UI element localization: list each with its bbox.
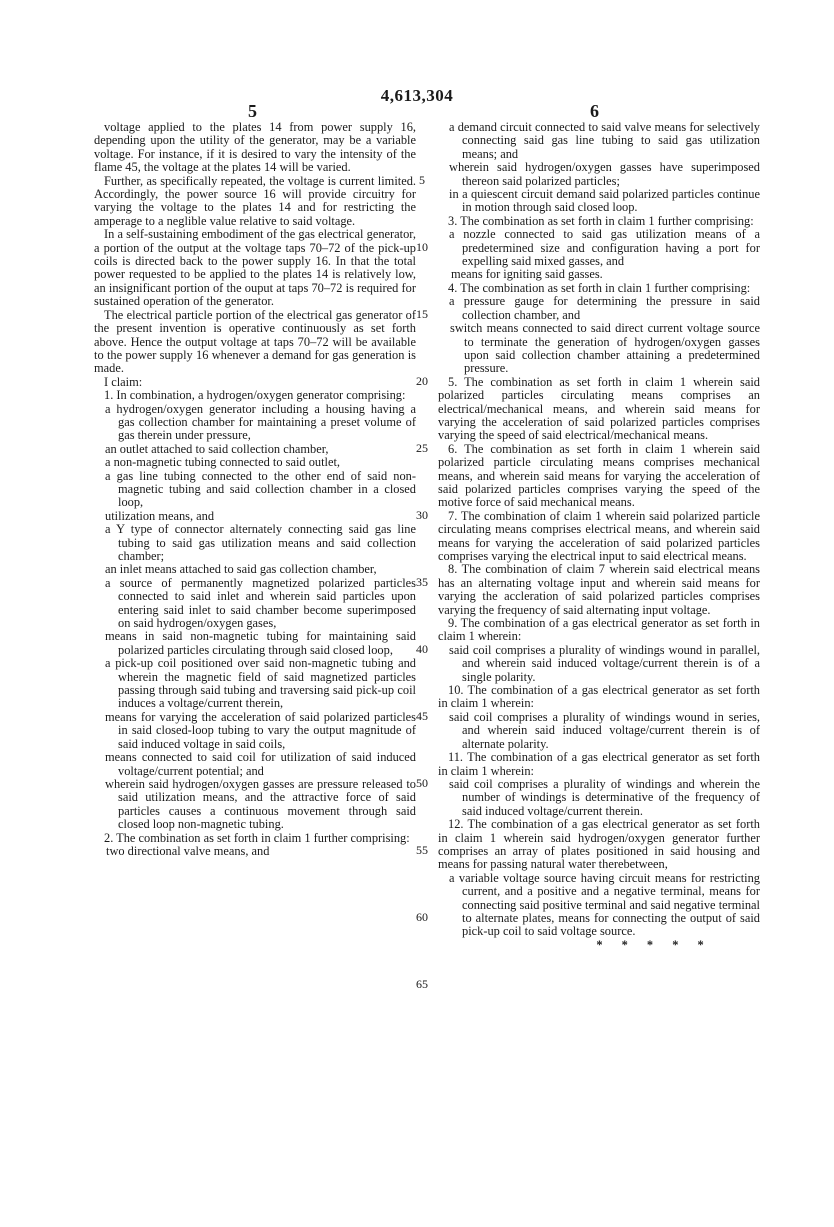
right-column — [438, 121, 760, 952]
line-number: 65 — [416, 977, 428, 991]
paragraph: Further, as specifically repeated, the voltage is current limited. Accordingly, the power source 16 will provide circuitry for varying the voltage to the plates 14 and for restricting the amperage to a neglible value relative to said voltage. — [94, 173, 416, 228]
claim-12: 12. The combination of a gas electrical generator as set forth in claim 1 wherein said hydrogen/oxygen generator further comprises an array of plates positioned in said housing and means for passing natural water therebetween, — [438, 817, 760, 872]
claim-element: in a quiescent circuit demand said polarized particles continue in motion through said closed loop. — [449, 187, 760, 215]
line-number: 10 — [416, 240, 428, 254]
claim-1: 1. In combination, a hydrogen/oxygen generator comprising: — [104, 388, 406, 403]
claim-element: two directional valve means, and — [106, 843, 270, 858]
claim-element: said coil comprises a plurality of windings wound in series, and wherein said induced voltage/current therein is of alternate polarity. — [449, 709, 760, 751]
claim-element: a nozzle connected to said gas utilization means of a predetermined size and configuration having a port for expelling said mixed gasses, and — [449, 227, 760, 269]
claim-element: switch means connected to said direct current voltage source to terminate the generation of hydrogen/oxygen gasses upon said collection chamber attaining a predetermined pressure. — [450, 321, 760, 376]
claim-element: wherein said hydrogen/oxygen gasses are pressure released to said utilization means, and the attractive force of said particles causes a continuous movement through said closed loop non-magnetic tubing. — [105, 776, 416, 832]
claim-element: said coil comprises a plurality of windings and wherein the number of windings is determinative of the frequency of said induced voltage/current therein. — [449, 776, 760, 818]
claim-4: 4. The combination as set forth in clain 1 further comprising: — [448, 280, 751, 295]
claim-element: a pick-up coil positioned over said non-magnetic tubing and wherein the magnetic field of said magnetized particles passing through said tubing and traversing said pick-up coil induces a voltage/current therein, — [105, 656, 416, 711]
claim-element: a hydrogen/oxygen generator including a housing having a gas collection chamber for maintaining a preset volume of gas therein under pressure, — [105, 401, 416, 443]
paragraph: voltage applied to the plates 14 from power supply 16, depending upon the utility of the generator, may be a variable voltage. For instance, if it is desired to vary the intensity of the flame 45, the voltage at the plates 14 will be varied. — [94, 120, 416, 175]
line-number: 15 — [416, 307, 428, 321]
line-number: 60 — [416, 910, 428, 924]
claim-11: 11. The combination of a gas electrical generator as set forth in claim 1 wherein: — [438, 750, 760, 778]
paragraph: In a self-sustaining embodiment of the gas electrical generator, a portion of the output at the voltage taps 70–72 of the pick-up coils is directed back to the power supply 16. In that the total power requested to be applied to the plates 14 is relatively low, an insignificant portion of the ouput at taps 70–72 is required for sustained operation of the generator. — [94, 227, 416, 309]
line-number: 20 — [416, 374, 428, 388]
claim-element: a Y type of connector alternately connecting said gas line tubing to said gas utilization means and said collection chamber; — [105, 522, 416, 563]
claim-element: said coil comprises a plurality of windings wound in parallel, and wherein said induced voltage/current therein is of a single polarity. — [449, 642, 760, 684]
left-column — [94, 121, 416, 858]
claim-element: a source of permanently magnetized polarized particles connected to said inlet and wherein said particles upon entering said inlet to said chamber become superimposed on said hydrogen/oxygen gases, — [105, 575, 416, 631]
claim-5: 5. The combination as set forth in claim 1 wherein said polarized particles circulating means comprises an electrical/mechanical means, and wherein said means for varying the acceleration of said polarized particles comprises varying the speed of said electrical/mechanical means. — [438, 374, 760, 443]
right-column-number: 6 — [590, 101, 599, 121]
claim-element: means connected to said coil for utilization of said induced voltage/current potential; and — [105, 750, 416, 778]
line-number: 35 — [416, 575, 428, 589]
claim-element: means for varying the acceleration of said polarized particles in said closed-loop tubing to vary the output magnitude of said induced voltage in said coils, — [105, 709, 416, 751]
claim-9: 9. The combination of a gas electrical generator as set forth in claim 1 wherein: — [438, 616, 760, 644]
claim-3: 3. The combination as set forth in claim 1 further comprising: — [448, 213, 754, 228]
claim-element: an outlet attached to said collection chamber, — [105, 441, 329, 456]
claims-heading: I claim: — [104, 374, 143, 389]
claim-element: an inlet means attached to said gas collection chamber, — [105, 562, 377, 577]
claim-element: means in said non-magnetic tubing for maintaining said polarized particles circulating through said closed loop, — [105, 629, 416, 657]
claim-element: utilization means, and — [105, 508, 215, 523]
line-number: 55 — [416, 843, 428, 857]
line-number: 5 — [419, 173, 425, 187]
left-column-number: 5 — [248, 101, 257, 121]
claim-element: means for igniting said gasses. — [451, 267, 603, 282]
claim-element: wherein said hydrogen/oxygen gasses have superimposed thereon said polarized particles; — [449, 160, 760, 188]
claim-element: a variable voltage source having circuit means for restricting current, and a positive and a negative terminal, means for connecting said positive terminal and said negative terminal to alternate plates, means for connecting the output of said pick-up coil to said voltage source. — [449, 870, 760, 939]
claim-element: a gas line tubing connected to the other end of said non-magnetic tubing and said collection chamber in a closed loop, — [105, 468, 416, 510]
claim-element: a non-magnetic tubing connected to said outlet, — [105, 455, 341, 470]
claim-7: 7. The combination of claim 1 wherein said polarized particle circulating means comprises electrical means, and wherein said means for varying the acceleration of said polarized particles comprises varying the electrical input to said electrical means. — [438, 508, 760, 563]
end-mark: * * * * * — [596, 937, 712, 952]
line-number: 50 — [416, 776, 428, 790]
line-number: 45 — [416, 709, 428, 723]
line-number: 30 — [416, 508, 428, 522]
line-number: 25 — [416, 441, 428, 455]
claim-element: a demand circuit connected to said valve means for selectively connecting said gas line tubing to said gas utilization means; and — [449, 120, 760, 161]
claim-8: 8. The combination of claim 7 wherein said electrical means has an alternating voltage input and wherein said means for varying the accleration of said polarized particles comprises varying the frequency of said alternating input voltage. — [438, 562, 760, 617]
claim-10: 10. The combination of a gas electrical generator as set forth in claim 1 wherein: — [438, 683, 760, 711]
paragraph: The electrical particle portion of the electrical gas generator of the present invention is operative continuously as set forth above. Hence the output voltage at taps 70–72 will be available to the power supply 16 whenever a demand for gas generation is made. — [94, 307, 416, 376]
claim-element: a pressure gauge for determining the pressure in said collection chamber, and — [449, 294, 760, 322]
claim-6: 6. The combination as set forth in claim 1 wherein said polarized particle circulating means comprises mechanical means, and wherein said means for varying the acceleration of said polarized particles comprises varying the speed of the motive force of said mechanical means. — [438, 441, 760, 510]
line-number: 40 — [416, 642, 428, 656]
claim-2: 2. The combination as set forth in claim 1 further comprising: — [104, 830, 410, 845]
patent-number: 4,613,304 — [380, 86, 454, 105]
